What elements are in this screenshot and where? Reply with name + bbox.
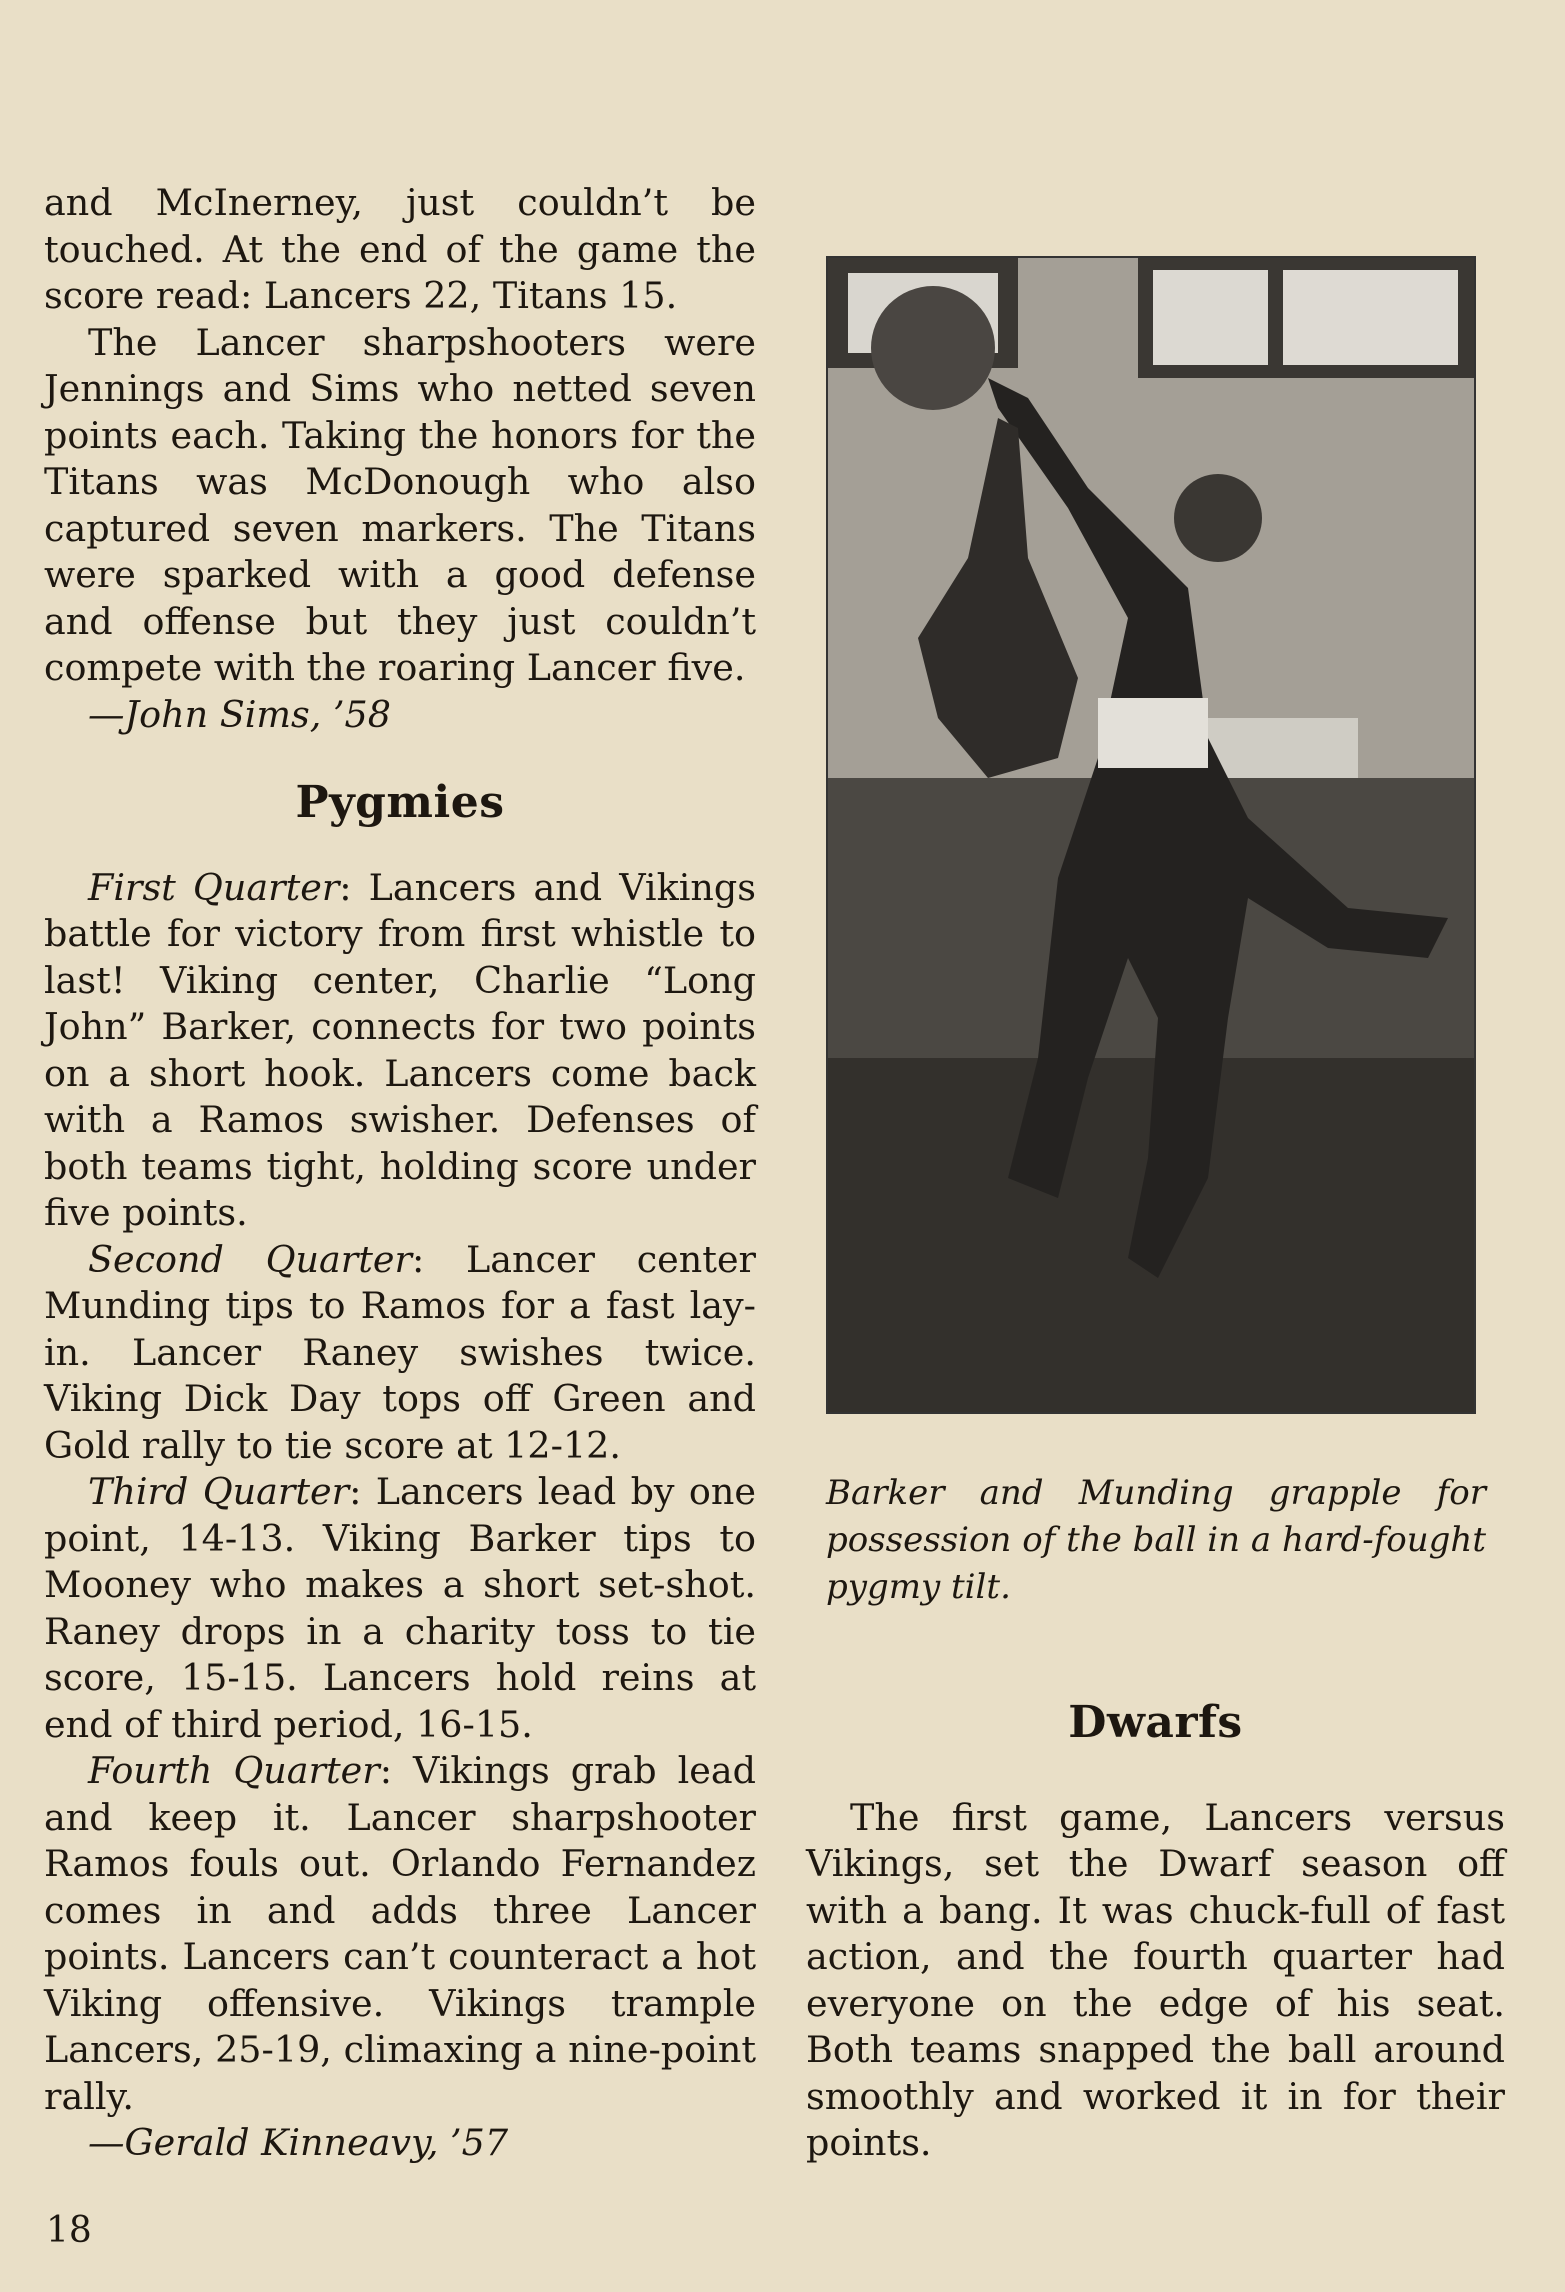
paragraph: The first game, Lancers versus Vikings, set the Dwarf season off with a bang. It was chuck-full of fast action, and the fourth quarter had everyone on the edge of his seat. Both teams snapped the ball around smoothly and worked it in for their points. [806,1795,1505,2164]
left-column [44,180,756,2167]
page-number: 18 [46,2210,92,2251]
photo-caption: Barker and Munding grapple for possession of the ball in a hard-fought pygmy tilt. [826,1473,1486,1607]
quarter-text: : Lancers and Vikings battle for victory from first whistle to last! Viking center, Charlie “Long John” Barker, connects for two points on a short hook. Lancers come back with a Ramos swisher. Defenses of both teams tight, holding score under five points. [44,865,756,1234]
quarter-paragraph [44,1237,756,1470]
section-title-pygmies: Pygmies [295,777,505,828]
quarter-label: Fourth Quarter [88,1749,380,1792]
byline: —Gerald Kinneavy, ’57 [88,2121,509,2164]
quarter-paragraph [44,1469,756,1748]
photo-illustration [828,258,1474,1412]
quarter-text: : Vikings grab lead and keep it. Lancer sharpshooter Ramos fouls out. Orlando Fernandez comes in and adds three Lancer points. Lancers can’t counteract a hot Viking offensive. Vikings trample Lancers, 25-19, climaxing a nine-point rally. [44,1749,756,2118]
paragraph: and McInerney, just couldn’t be touched. At the end of the game the score read: Lancers 22, Titans 15. [44,181,756,317]
right-column-text [806,1697,1505,2167]
quarter-paragraph [44,1748,756,2120]
section-title-dwarfs: Dwarfs [1068,1697,1243,1748]
quarter-label: Third Quarter [88,1470,350,1513]
quarter-label: Second Quarter [88,1237,412,1281]
quarter-text: : Lancers lead by one point, 14-13. Viking Barker tips to Mooney who makes a short set-shot. Raney drops in a charity toss to tie score, 15-15. Lancers hold reins at end of third period, 16-15. [44,1470,756,1746]
quarter-label: First Quarter [88,865,340,909]
quarter-text: : Lancer center Munding tips to Ramos for a fast lay-in. Lancer Raney swishes twice. Viking Dick Day tops off Green and Gold rally to tie score at 12-12. [44,1237,756,1467]
paragraph: The Lancer sharpshooters were Jennings and Sims who netted seven points each. Taking the honors for the Titans was McDonough who also captured seven markers. The Titans were sparked with a good defense and offense but they just couldn’t compete with the roaring Lancer five. [44,320,756,689]
basketball-photo [826,256,1476,1414]
quarter-paragraph [44,865,756,1237]
byline: —John Sims, ’58 [88,692,391,736]
